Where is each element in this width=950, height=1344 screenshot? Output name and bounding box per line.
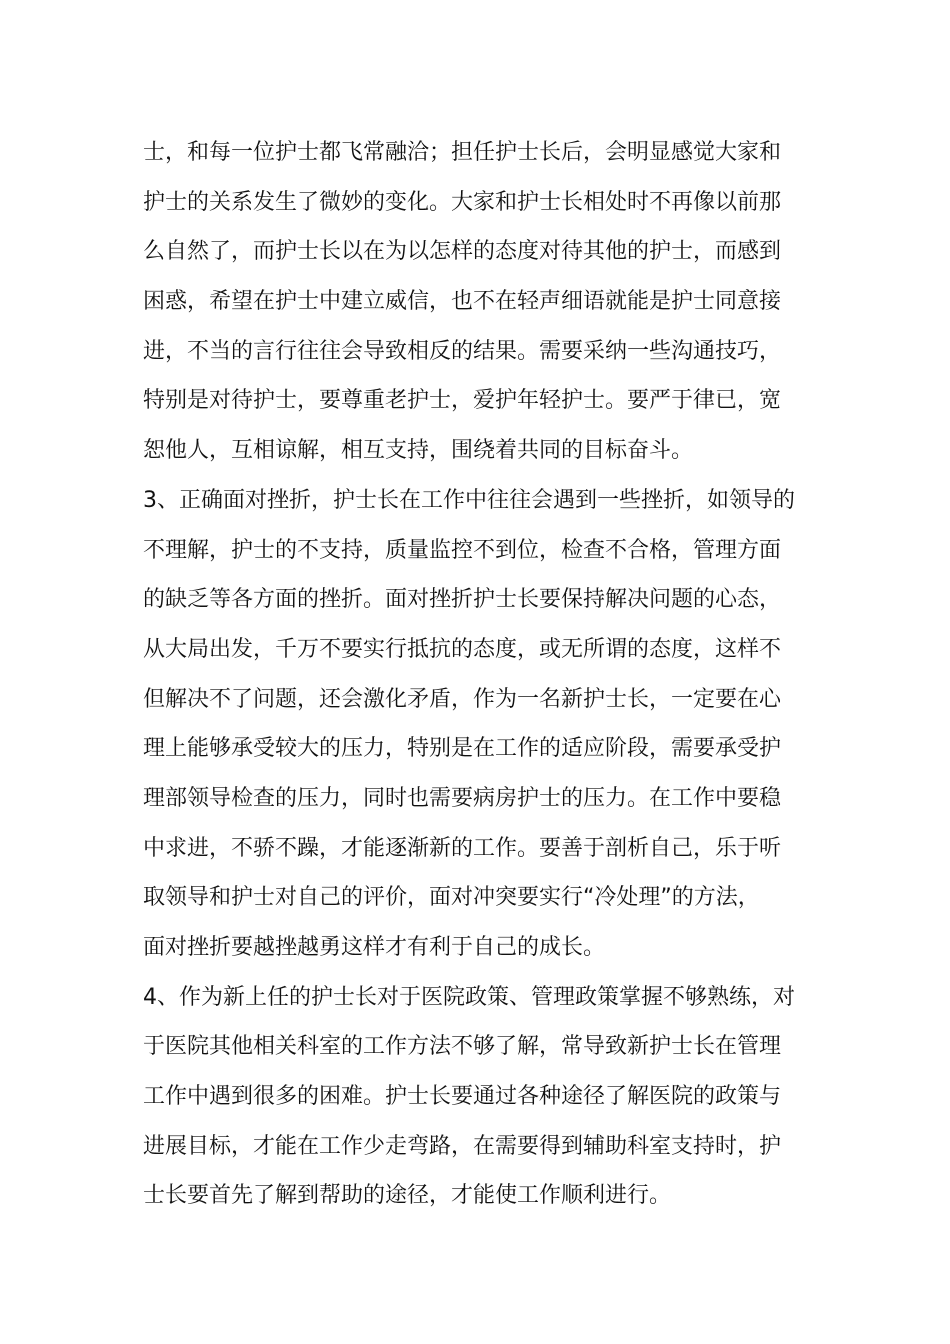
text-line: 从大局出发，千万不要实行抵抗的态度，或无所谓的态度，这样不: [143, 636, 782, 662]
text-line: 士，和每一位护士都飞常融洽；担任护士长后，会明显感觉大家和: [143, 140, 782, 165]
text-line: 但解决不了问题，还会激化矛盾，作为一名新护士长，一定要在心: [143, 686, 782, 712]
text-line: 进展目标，才能在工作少走弯路，在需要得到辅助科室支持时，护: [143, 1133, 782, 1159]
text-line: 不理解，护士的不支持，质量监控不到位，检查不合格，管理方面: [143, 537, 782, 563]
text-line: 理上能够承受较大的压力，特别是在工作的适应阶段，需要承受护: [143, 736, 782, 762]
text-line: 理部领导检查的压力，同时也需要病房护士的压力。在工作中要稳: [143, 785, 782, 811]
text-line: 护士的关系发生了微妙的变化。大家和护士长相处时不再像以前那: [143, 189, 782, 215]
text-line: 士长要首先了解到帮助的途径，才能使工作顺利进行。: [143, 1183, 672, 1209]
text-line: 的缺乏等各方面的挫折。面对挫折护士长要保持解决问题的心态，: [143, 587, 782, 613]
text-line: 4、作为新上任的护士长对于医院政策、管理政策掌握不够熟练，对: [143, 984, 795, 1010]
text-line: 于医院其他相关科室的工作方法不够了解，常导致新护士长在管理: [143, 1034, 782, 1060]
text-line: 中求进，不骄不躁，才能逐渐新的工作。要善于剖析自己，乐于听: [143, 835, 782, 861]
body-text: [143, 128, 813, 1221]
text-line: 特别是对待护士，要尊重老护士，爱护年轻护士。要严于律已，宽: [143, 388, 782, 414]
text-line: 3、正确面对挫折，护士长在工作中往往会遇到一些挫折，如领导的: [143, 487, 795, 513]
text-line: 么自然了，而护士长以在为以怎样的态度对待其他的护士，而感到: [143, 239, 782, 265]
text-line: 工作中遇到很多的困难。护士长要通过各种途径了解医院的政策与: [143, 1084, 782, 1110]
text-line: 进，不当的言行往往会导致相反的结果。需要采纳一些沟通技巧，: [143, 338, 782, 364]
text-line: 取领导和护士对自己的评价，面对冲突要实行“冷处理”的方法，: [143, 885, 760, 911]
text-line: 困惑，希望在护士中建立威信，也不在轻声细语就能是护士同意接: [143, 289, 782, 315]
text-line: 恕他人，互相谅解，相互支持，围绕着共同的目标奋斗。: [143, 438, 694, 464]
text-line: 面对挫折要越挫越勇这样才有利于自己的成长。: [143, 935, 606, 960]
